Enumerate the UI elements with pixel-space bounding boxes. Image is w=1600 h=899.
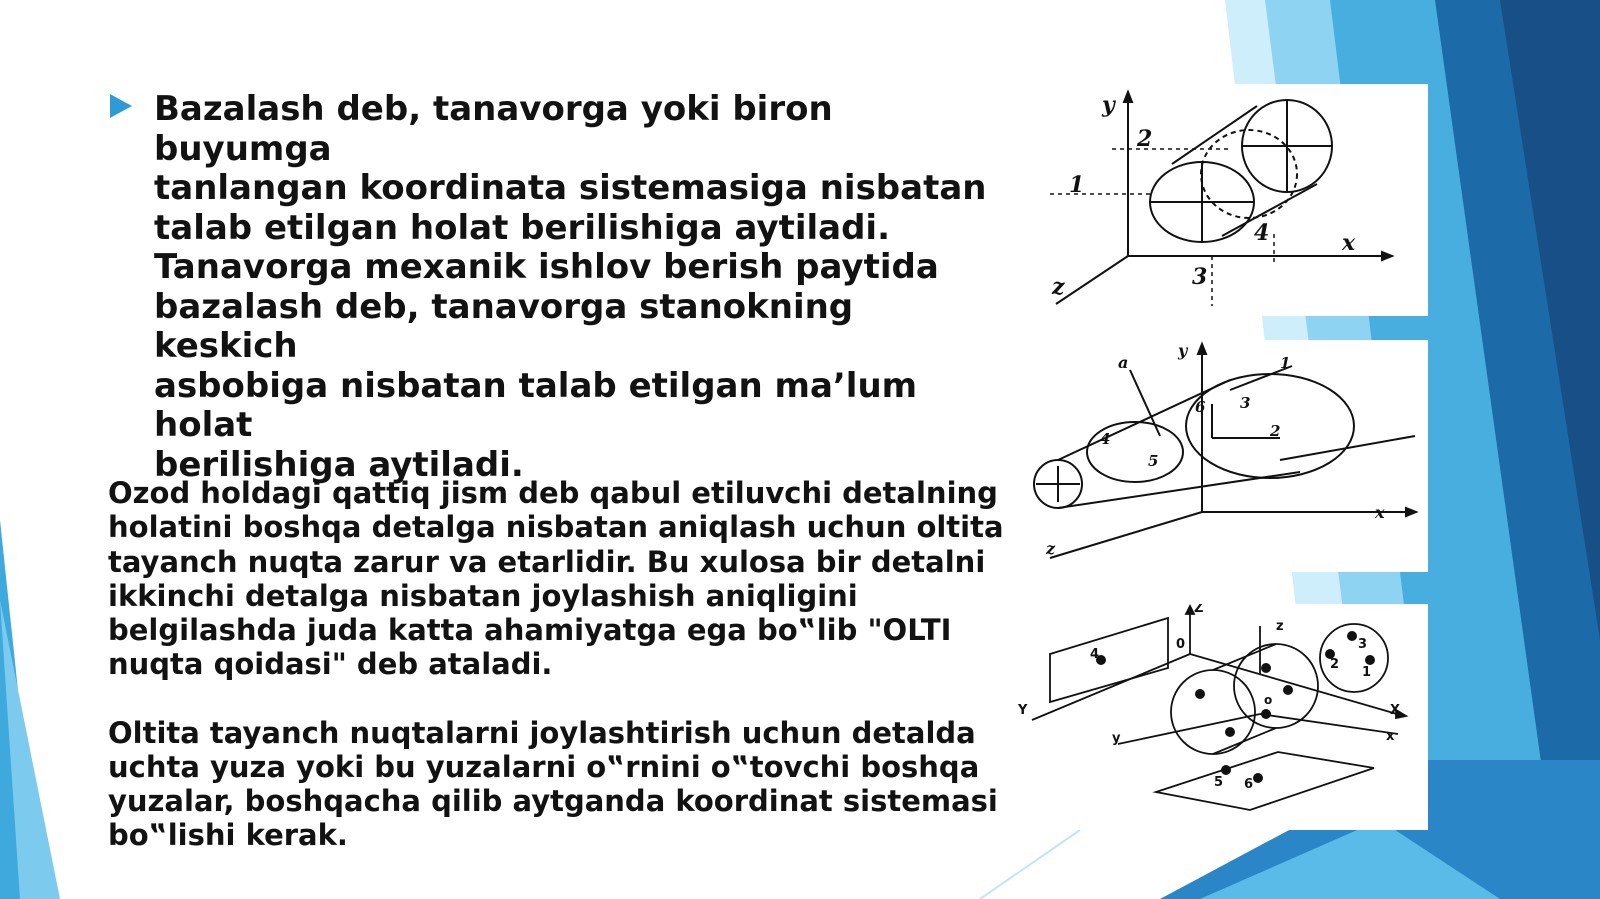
fig2-label-a: a — [1118, 353, 1129, 372]
fig2-label-y: y — [1178, 341, 1188, 360]
figure-cylinder-axes — [1042, 84, 1428, 316]
fig2-label-1: 1 — [1280, 354, 1291, 372]
fig1-label-3: 3 — [1192, 264, 1208, 290]
fig1-label-2: 2 — [1137, 126, 1153, 152]
fig3-label-y: y — [1112, 731, 1121, 746]
fig1-label-x: x — [1342, 230, 1356, 256]
fig3-label-x: x — [1386, 729, 1395, 744]
fig3-label-X: X — [1390, 703, 1401, 718]
fig3-Y-axis — [1032, 654, 1190, 720]
fig2-label-6: 6 — [1195, 398, 1206, 416]
body-paragraphs — [108, 442, 1008, 887]
fig3-base-plane — [1156, 752, 1374, 810]
fig3-side-plane — [1050, 618, 1168, 702]
fig1-label-1: 1 — [1069, 172, 1085, 198]
fig3-label-Y: Y — [1018, 703, 1028, 718]
fig3-label-4: 4 — [1090, 647, 1100, 662]
fig1-label-z: z — [1052, 274, 1065, 300]
fig3-label-Z: Z — [1194, 604, 1204, 616]
fig3-label-2: 2 — [1330, 657, 1340, 672]
fig2-label-x: x — [1375, 503, 1385, 522]
bullet-block — [110, 90, 990, 485]
bullet-text: Bazalash deb, tanavorga yoki biron buyumga tanlangan koordinata sistemasiga nisbatan talab etilgan holat berilishiga aytiladi. Tanavorga mexanik ishlov berish paytida bazalash deb, tanavorga stanokning keskich asbobiga nisbatan talab etilgan ma’lum holat berilishiga aytiladi. — [154, 89, 987, 485]
fig3-label-6: 6 — [1244, 777, 1254, 792]
fig1-z-axis — [1056, 256, 1128, 304]
fig3-label-z: z — [1276, 619, 1284, 634]
fig2-label-4: 4 — [1100, 430, 1111, 448]
fig1-label-4: 4 — [1254, 220, 1270, 246]
triangle-bullet-icon — [110, 94, 132, 118]
figure-six-point-rule — [1018, 604, 1428, 830]
figure-stepped-shaft — [1030, 340, 1428, 572]
fig3-label-o: o — [1264, 693, 1273, 707]
fig3-label-3: 3 — [1358, 637, 1368, 652]
fig2-label-5: 5 — [1148, 452, 1159, 470]
fig3-label-0: 0 — [1176, 637, 1186, 652]
fig3-label-5: 5 — [1214, 775, 1224, 790]
paragraph-coordinate-system: Oltita tayanch nuqtalarni joylashtirish uchun detalda uchta yuza yoki bu yuzalarni o‟rnini o‟tovchi boshqa yuzalar, boshqacha qilib aytganda koordinat sistemasi bo‟lishi kerak. — [108, 715, 998, 853]
fig2-label-3: 3 — [1240, 394, 1251, 412]
paragraph-six-point-rule: Ozod holdagi qattiq jism deb qabul etiluvchi detalning holatini boshqa detalga nisbatan aniqlash uchun oltita tayanch nuqta zarur va etarlidir. Bu xulosa bir detalni ikkinchi detalga nisbatan joylashish aniqligini belgilashda juda katta ahamiyatga ega bo‟lib "OLTI nuqta qoidasi" deb ataladi. — [108, 476, 1004, 682]
fig2-label-2: 2 — [1270, 422, 1281, 440]
fig2-z-axis — [1050, 512, 1202, 558]
fig3-label-1: 1 — [1362, 665, 1372, 680]
fig1-label-y: y — [1102, 92, 1115, 118]
fig2-label-z: z — [1046, 539, 1056, 558]
